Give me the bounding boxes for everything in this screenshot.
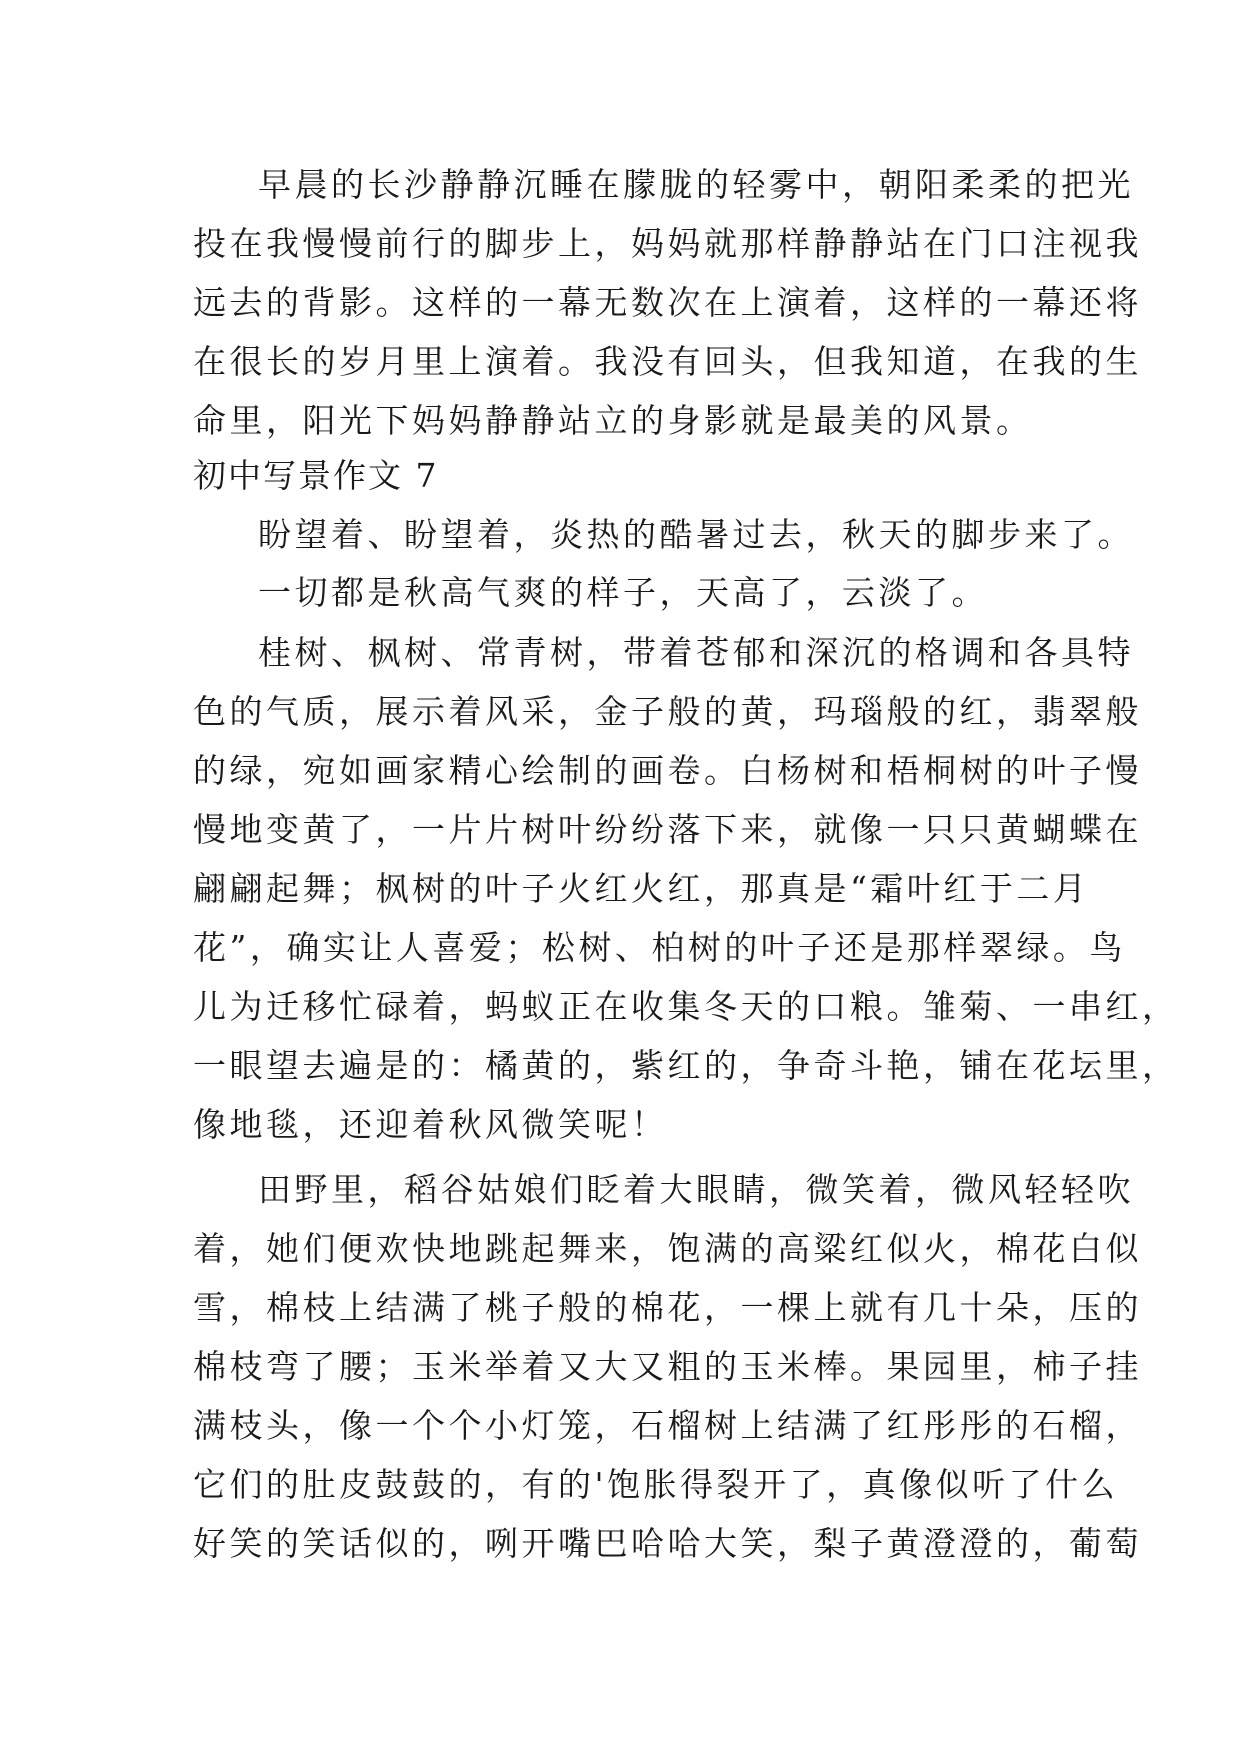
section-heading: 初中写景作文 7	[193, 456, 439, 495]
text-line: 翩翩起舞；枫树的叶子火红火红，那真是“霜叶红于二月	[193, 869, 1090, 908]
text-line: 好笑的笑话似的，咧开嘴巴哈哈大笑，梨子黄澄澄的，葡萄	[193, 1524, 1142, 1563]
text-line: 慢地变黄了，一片片树叶纷纷落下来，就像一只只黄蝴蝶在	[193, 810, 1142, 849]
text-line: 花”，确实让人喜爱；松树、柏树的叶子还是那样翠绿。鸟	[193, 928, 1126, 967]
text-line: 像地毯，还迎着秋风微笑呢！	[193, 1105, 668, 1144]
text-line: 它们的肚皮鼓鼓的，有的'饱胀得裂开了，真像似听了什么	[193, 1465, 1119, 1504]
text-line: 雪，棉枝上结满了桃子般的棉花，一棵上就有几十朵，压的	[193, 1288, 1142, 1327]
text-line: 一切都是秋高气爽的样子，天高了，云淡了。	[258, 573, 988, 612]
text-line: 着，她们便欢快地跳起舞来，饱满的高粱红似火，棉花白似	[193, 1229, 1142, 1268]
text-line: 在很长的岁月里上演着。我没有回头，但我知道，在我的生	[193, 342, 1142, 381]
text-line: 棉枝弯了腰；玉米举着又大又粗的玉米棒。果园里，柿子挂	[193, 1347, 1142, 1386]
text-line: 远去的背影。这样的一幕无数次在上演着，这样的一幕还将	[193, 283, 1142, 322]
text-line: 的绿，宛如画家精心绘制的画卷。白杨树和梧桐树的叶子慢	[193, 751, 1142, 790]
text-line: 盼望着、盼望着，炎热的酷暑过去，秋天的脚步来了。	[258, 515, 1134, 554]
text-line: 投在我慢慢前行的脚步上，妈妈就那样静静站在门口注视我	[193, 224, 1142, 263]
text-line: 命里，阳光下妈妈静静站立的身影就是最美的风景。	[193, 401, 1033, 440]
text-line: 桂树、枫树、常青树，带着苍郁和深沉的格调和各具特	[258, 633, 1134, 672]
text-line: 早晨的长沙静静沉睡在朦胧的轻雾中，朝阳柔柔的把光	[258, 165, 1134, 204]
text-line: 儿为迁移忙碌着，蚂蚁正在收集冬天的口粮。雏菊、一串红，	[193, 987, 1179, 1026]
text-line: 一眼望去遍是的：橘黄的，紫红的，争奇斗艳，铺在花坛里，	[193, 1046, 1179, 1085]
text-line: 田野里，稻谷姑娘们眨着大眼睛，微笑着，微风轻轻吹	[258, 1170, 1134, 1209]
text-line: 色的气质，展示着风采，金子般的黄，玛瑙般的红，翡翠般	[193, 692, 1142, 731]
text-line: 满枝头，像一个个小灯笼，石榴树上结满了红彤彤的石榴，	[193, 1406, 1142, 1445]
